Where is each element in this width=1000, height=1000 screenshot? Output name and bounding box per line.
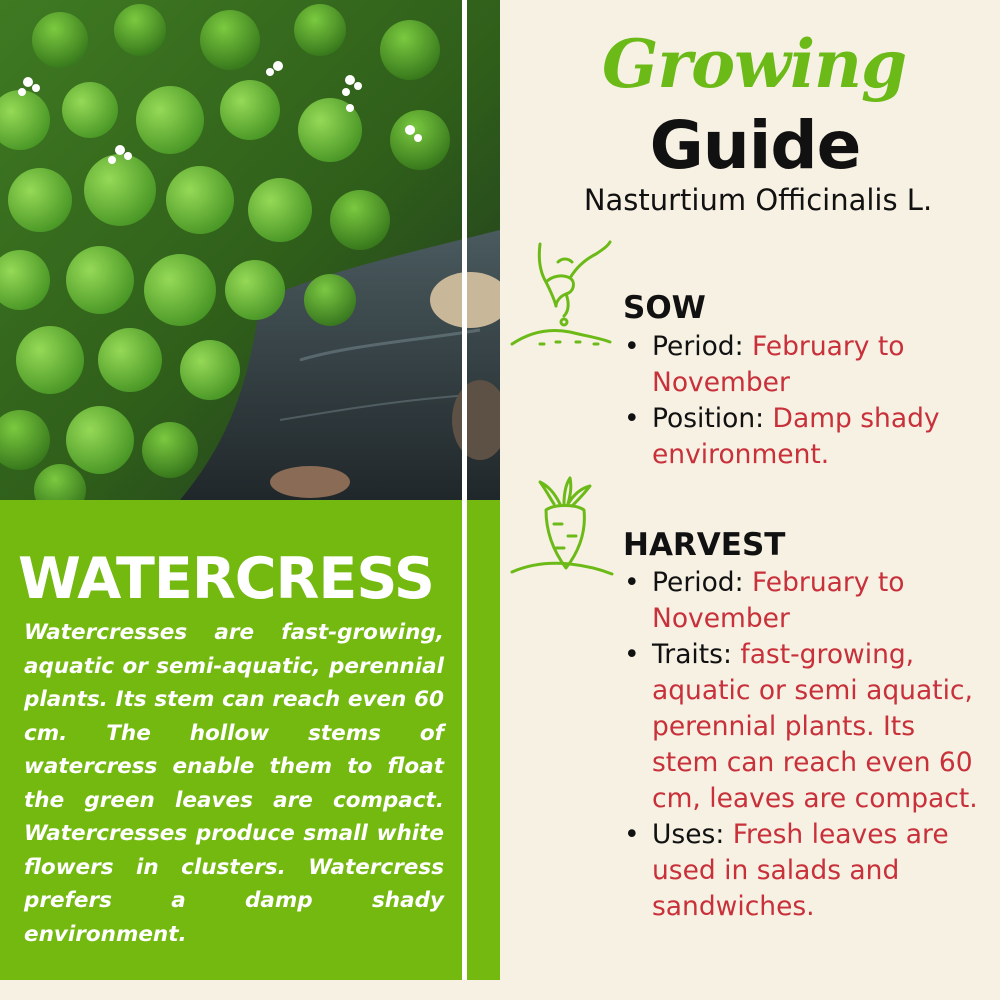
sow-list — [618, 329, 988, 473]
plant-description: Watercresses are fast-growing, aquatic or semi-aquatic, perennial plants. Its stem can reach even 60 cm. The hollow stems of watercress enable them to float the green leaves are compact. Watercresses produce small white flowers in clusters. Watercress prefers a damp shady environment. — [24, 620, 444, 947]
harvest-list — [618, 565, 988, 925]
harvest-traits-value: fast-growing, aquatic or semi aquatic, perennial plants. Its stem can reach even 60 cm, leaves are compact. — [652, 639, 978, 814]
bottom-margin — [0, 980, 1000, 1000]
bullet-icon: • — [624, 639, 640, 670]
title-growing: Growing — [602, 25, 907, 103]
sow-item-position — [618, 401, 988, 473]
botanical-name: Nasturtium Officinalis L. — [583, 183, 933, 217]
bullet-icon: • — [624, 403, 640, 434]
vertical-divider — [462, 0, 467, 980]
harvest-item-traits — [618, 637, 988, 817]
harvest-item-period — [618, 565, 988, 637]
left-column — [0, 0, 500, 980]
harvest-uses-label: Uses: — [652, 819, 725, 850]
sow-item-period — [618, 329, 988, 401]
harvest-period-label: Period: — [652, 567, 744, 598]
bullet-icon: • — [624, 331, 640, 362]
bullet-icon: • — [624, 567, 640, 598]
harvest-heading: HARVEST — [623, 527, 786, 563]
title-guide: Guide — [649, 107, 861, 184]
plant-name-heading: WATERCRESS — [18, 546, 434, 612]
carrot-icon — [510, 474, 614, 586]
sow-heading: SOW — [623, 290, 706, 326]
harvest-period-value: February to November — [652, 567, 905, 634]
sow-position-label: Position: — [652, 403, 765, 434]
hand-planting-seed-icon — [510, 232, 614, 360]
harvest-item-uses — [618, 817, 988, 925]
sow-position-value: Damp shady environment. — [652, 403, 940, 470]
watercress-photo — [0, 0, 500, 500]
sow-period-label: Period: — [652, 331, 744, 362]
bullet-icon: • — [624, 819, 640, 850]
harvest-traits-label: Traits: — [652, 639, 732, 670]
sow-period-value: February to November — [652, 331, 905, 398]
harvest-uses-value: Fresh leaves are used in salads and sandwiches. — [652, 819, 949, 922]
